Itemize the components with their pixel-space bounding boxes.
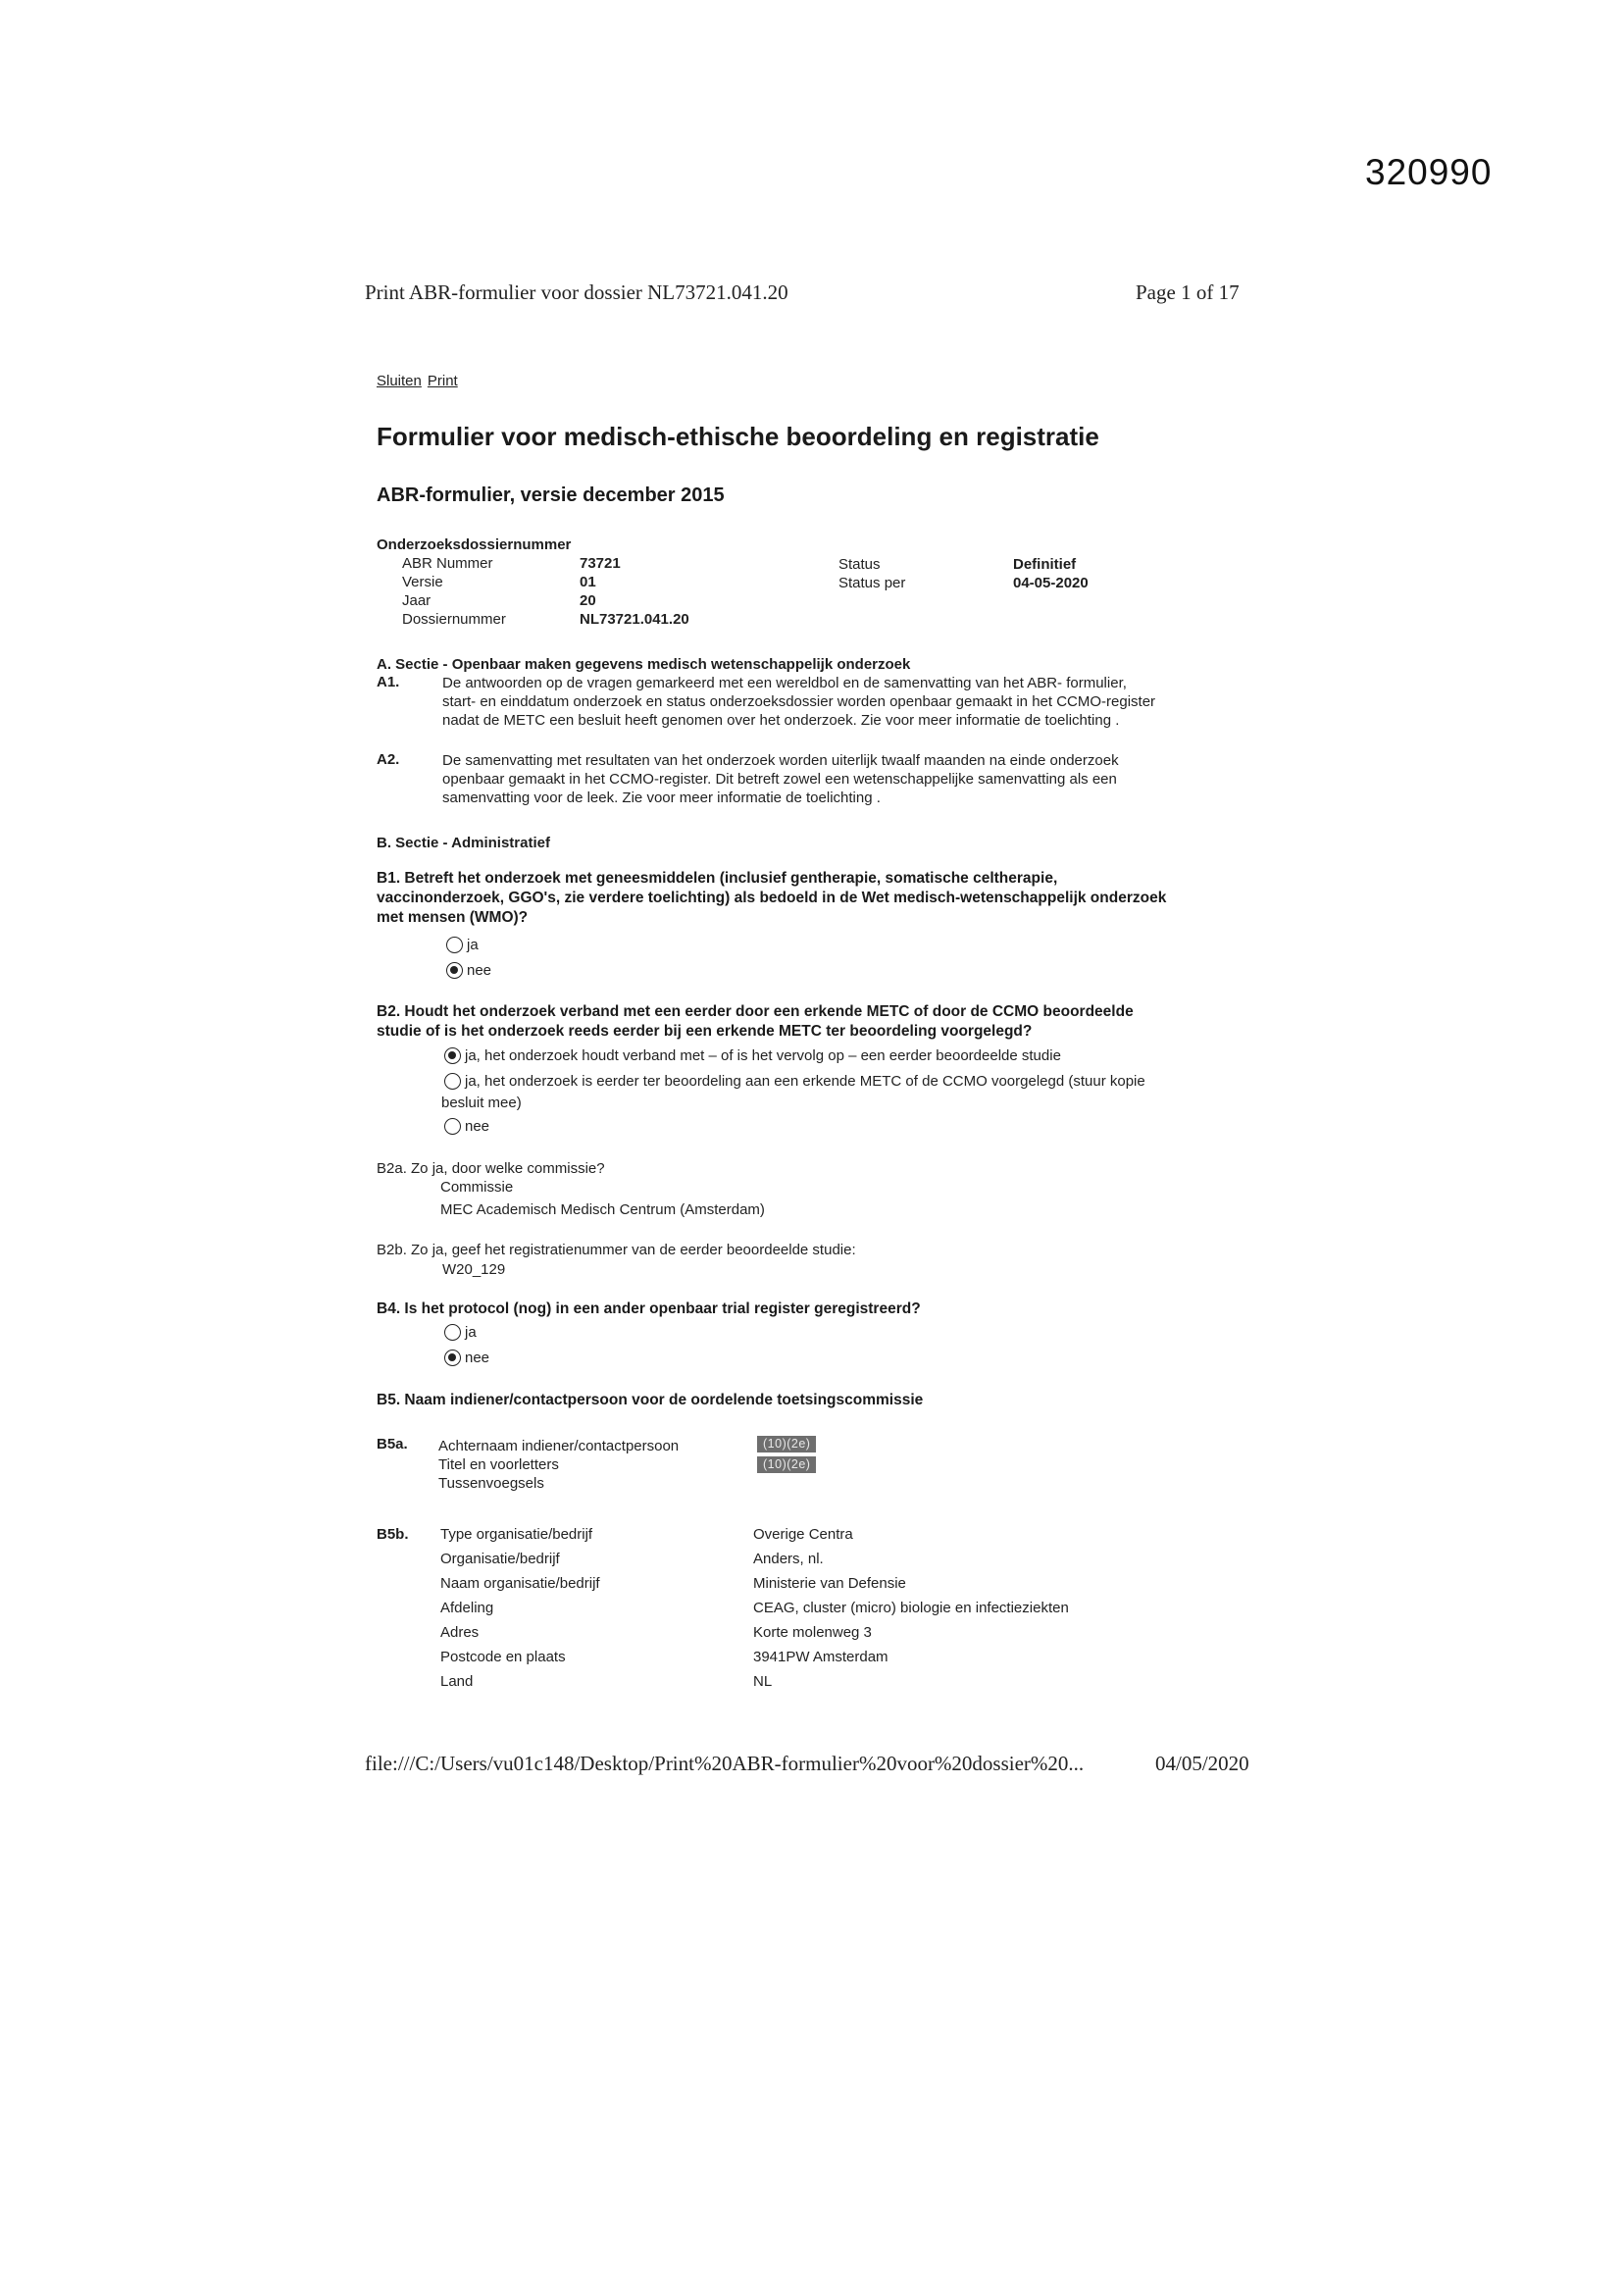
b5a-label: Achternaam indiener/contactpersoon bbox=[438, 1438, 680, 1454]
b1-option-no[interactable] bbox=[446, 962, 491, 979]
redaction-box: (10)(2e) bbox=[757, 1456, 816, 1473]
b5a-label: Titel en voorletters bbox=[438, 1456, 559, 1473]
dossier-label: Versie bbox=[402, 574, 443, 590]
print-link[interactable]: Print bbox=[427, 373, 458, 389]
b5b-value: Ministerie van Defensie bbox=[753, 1575, 906, 1592]
section-b-heading: B. Sectie - Administratief bbox=[377, 835, 550, 851]
b2a-question: B2a. Zo ja, door welke commissie? bbox=[377, 1160, 605, 1177]
footer-file-path: file:///C:/Users/vu01c148/Desktop/Print%20ABR-formulier%20voor%20dossier%20... bbox=[365, 1752, 1085, 1775]
radio-unchecked-icon[interactable] bbox=[444, 1118, 461, 1135]
b5b-value: Anders, nl. bbox=[753, 1551, 824, 1567]
status-label: Status bbox=[838, 556, 881, 573]
b5b-value: NL bbox=[753, 1673, 773, 1690]
b2b-value: W20_129 bbox=[442, 1261, 506, 1278]
option-label: nee bbox=[467, 962, 492, 979]
radio-checked-icon[interactable] bbox=[446, 962, 463, 979]
b2a-value: MEC Academisch Medisch Centrum (Amsterdam) bbox=[440, 1201, 765, 1218]
section-a-heading: A. Sectie - Openbaar maken gegevens medisch wetenschappelijk onderzoek bbox=[377, 656, 911, 673]
status-per-value: 04-05-2020 bbox=[1013, 575, 1089, 591]
option-label-continued: besluit mee) bbox=[441, 1095, 522, 1111]
b5a-tag: B5a. bbox=[377, 1436, 408, 1452]
status-value: Definitief bbox=[1013, 556, 1077, 573]
b5b-value: 3941PW Amsterdam bbox=[753, 1649, 888, 1665]
b5b-value: Overige Centra bbox=[753, 1526, 853, 1543]
a1-tag: A1. bbox=[377, 674, 400, 690]
b1-question: B1. Betreft het onderzoek met geneesmiddelen (inclusief gentherapie, somatische celtherapie, vaccinonderzoek, GGO's, zie verdere toelichting) als bedoeld in de Wet medisch-wetenschappelijk onderzoek met mensen (WMO)? bbox=[377, 870, 1167, 926]
b4-option-no[interactable] bbox=[444, 1350, 489, 1366]
dossier-heading: Onderzoeksdossiernummer bbox=[377, 536, 572, 553]
b2-option-related[interactable] bbox=[444, 1047, 1061, 1064]
radio-unchecked-icon[interactable] bbox=[444, 1324, 461, 1341]
option-label: ja bbox=[465, 1324, 477, 1341]
option-label: nee bbox=[465, 1350, 490, 1366]
b4-option-yes[interactable] bbox=[444, 1324, 477, 1341]
b5b-label: Organisatie/bedrijf bbox=[440, 1551, 560, 1567]
b5-question: B5. Naam indiener/contactpersoon voor de oordelende toetsingscommissie bbox=[377, 1392, 924, 1408]
b1-option-yes[interactable] bbox=[446, 937, 479, 953]
b5b-label: Naam organisatie/bedrijf bbox=[440, 1575, 600, 1592]
dossier-label: Jaar bbox=[402, 592, 431, 609]
top-links bbox=[377, 373, 464, 389]
footer-date: 04/05/2020 bbox=[1155, 1752, 1249, 1775]
dossier-value: 01 bbox=[580, 574, 596, 590]
b5b-label: Postcode en plaats bbox=[440, 1649, 566, 1665]
b4-question: B4. Is het protocol (nog) in een ander openbaar trial register geregistreerd? bbox=[377, 1300, 921, 1317]
page-indicator: Page 1 of 17 bbox=[1136, 280, 1240, 304]
dossier-value: 73721 bbox=[580, 555, 621, 572]
b2a-label: Commissie bbox=[440, 1179, 514, 1196]
b2-option-previously-submitted[interactable] bbox=[444, 1073, 1258, 1090]
document-number: 320990 bbox=[1365, 152, 1493, 192]
form-title: Formulier voor medisch-ethische beoordeling en registratie bbox=[377, 422, 1099, 451]
redaction-box: (10)(2e) bbox=[757, 1436, 816, 1452]
b5a-label: Tussenvoegsels bbox=[438, 1475, 544, 1492]
dossier-label: ABR Nummer bbox=[402, 555, 493, 572]
b2-option-no[interactable] bbox=[444, 1118, 489, 1135]
b2b-question: B2b. Zo ja, geef het registratienummer van de eerder beoordeelde studie: bbox=[377, 1242, 856, 1258]
status-per-label: Status per bbox=[838, 575, 906, 591]
a1-text: De antwoorden op de vragen gemarkeerd met een wereldbol en de samenvatting van het ABR- formulier, start- en einddatum onderzoek en status onderzoeksdossier worden openbaar gemaakt in het CCMO-register nadat de METC een besluit heeft genomen over het onderzoek. Zie voor meer informatie de toelichting . bbox=[442, 675, 1156, 729]
option-label: ja bbox=[467, 937, 479, 953]
a2-tag: A2. bbox=[377, 751, 400, 768]
a2-text: De samenvatting met resultaten van het onderzoek worden uiterlijk twaalf maanden na einde onderzoek openbaar gemaakt in het CCMO-register. Dit betreft zowel een wetenschappelijke samenvatting als een samenvatting voor de leek. Zie voor meer informatie de toelichting . bbox=[442, 752, 1119, 806]
radio-checked-icon[interactable] bbox=[444, 1047, 461, 1064]
radio-unchecked-icon[interactable] bbox=[444, 1073, 461, 1090]
dossier-value: NL73721.041.20 bbox=[580, 611, 689, 628]
b5b-label: Afdeling bbox=[440, 1600, 494, 1616]
form-subtitle: ABR-formulier, versie december 2015 bbox=[377, 484, 725, 506]
b5b-value: CEAG, cluster (micro) biologie en infectieziekten bbox=[753, 1600, 1069, 1616]
radio-unchecked-icon[interactable] bbox=[446, 937, 463, 953]
close-link[interactable]: Sluiten bbox=[377, 373, 422, 389]
radio-checked-icon[interactable] bbox=[444, 1350, 461, 1366]
b5b-label: Land bbox=[440, 1673, 474, 1690]
option-label: ja, het onderzoek is eerder ter beoordeling aan een erkende METC of de CCMO voorgelegd (stuur kopie bbox=[465, 1073, 1145, 1090]
b2-question: B2. Houdt het onderzoek verband met een eerder door een erkende METC of door de CCMO beoordeelde studie of is het onderzoek reeds eerder bij een erkende METC ter beoordeling voorgelegd? bbox=[377, 1003, 1134, 1040]
b5b-tag: B5b. bbox=[377, 1526, 409, 1543]
b5b-label: Adres bbox=[440, 1624, 480, 1641]
dossier-value: 20 bbox=[580, 592, 596, 609]
option-label: ja, het onderzoek houdt verband met – of is het vervolg op – een eerder beoordeelde studie bbox=[465, 1047, 1061, 1064]
b5b-value: Korte molenweg 3 bbox=[753, 1624, 872, 1641]
option-label: nee bbox=[465, 1118, 490, 1135]
b5b-label: Type organisatie/bedrijf bbox=[440, 1526, 593, 1543]
dossier-label: Dossiernummer bbox=[402, 611, 506, 628]
print-header-title: Print ABR-formulier voor dossier NL73721.041.20 bbox=[365, 280, 788, 304]
